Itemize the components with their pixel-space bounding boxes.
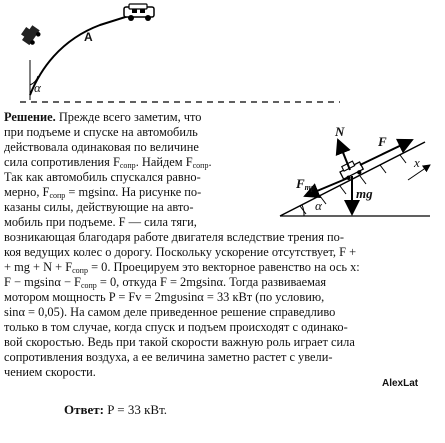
solution-line-4: сила сопротивления $F_{сопр}$. Найдем $F_{сопр}$. — [4, 155, 212, 170]
solution-line-18: чением скорости. — [4, 365, 96, 379]
answer-value: P = 33 кВт. — [104, 402, 168, 417]
force-F-label: F — [378, 134, 387, 149]
force-N-label: N — [335, 124, 345, 139]
angle-alpha-label-2: α — [315, 198, 322, 213]
solution-line-11: + mg + $N + F_{сопр} = 0$. Проецируем это векторное равенство на ось x: — [4, 260, 360, 275]
solution-line-8: мобиль при подъеме. F — сила тяги, — [4, 215, 197, 229]
solution-line-12: $F - mgsin\alpha - F_{сопр} = 0$, откуда F = 2mgsinα. Тогда развиваемая — [4, 275, 327, 290]
force-mg-label: mg — [356, 186, 373, 201]
answer-line — [64, 402, 167, 418]
point-A-label: A — [84, 30, 93, 44]
angle-alpha-label-1: α — [34, 80, 41, 95]
solution-line-9: возникающая благодаря работе двигателя вследствие трения по- — [4, 230, 344, 244]
solution-line-17: сопротивления воздуха, а ее величина заметно растет с увели- — [4, 350, 333, 364]
solution-line-13: мотором мощность P = Fv = 2mgυsinα = 33 кВт (по условию, — [4, 290, 325, 304]
hill-slope — [30, 14, 135, 95]
force-Fsopr-label: $F_{тр}$ — [296, 176, 315, 192]
signature: AlexLat — [382, 378, 419, 389]
solution-line-2: при подъеме и спуске на автомобиль — [4, 125, 198, 139]
axis-x-label: x — [414, 155, 420, 170]
solution-line-15: только в том случае, когда спуск и подъем происходят с одинако- — [4, 320, 348, 334]
solution-line-14: sinα = 0,05). На самом деле приведенное решение справедливо — [4, 305, 336, 319]
solution-line-5: Так как автомобиль спускался равно- — [4, 170, 201, 184]
solution-line-1: Решение. Прежде всего заметим, что — [4, 110, 202, 124]
solution-line-10: коя ведущих колес о дорогу. Поскольку ускорение отсутствует, F + — [4, 245, 357, 259]
solution-line-7: казаны силы, действующие на авто- — [4, 200, 194, 214]
answer-label: Ответ: — [64, 402, 105, 417]
solution-line-16: вой скоростью. Ведь при такой скорости важную роль играет сила — [4, 335, 355, 349]
solution-line-3: действовала одинаковая по величине — [4, 140, 199, 154]
car-bottom-icon — [19, 23, 43, 47]
car-top-icon — [124, 4, 154, 21]
solution-line-6: мерно, $F_{сопр} = mgsin\alpha$. На рисунке по- — [4, 185, 202, 200]
